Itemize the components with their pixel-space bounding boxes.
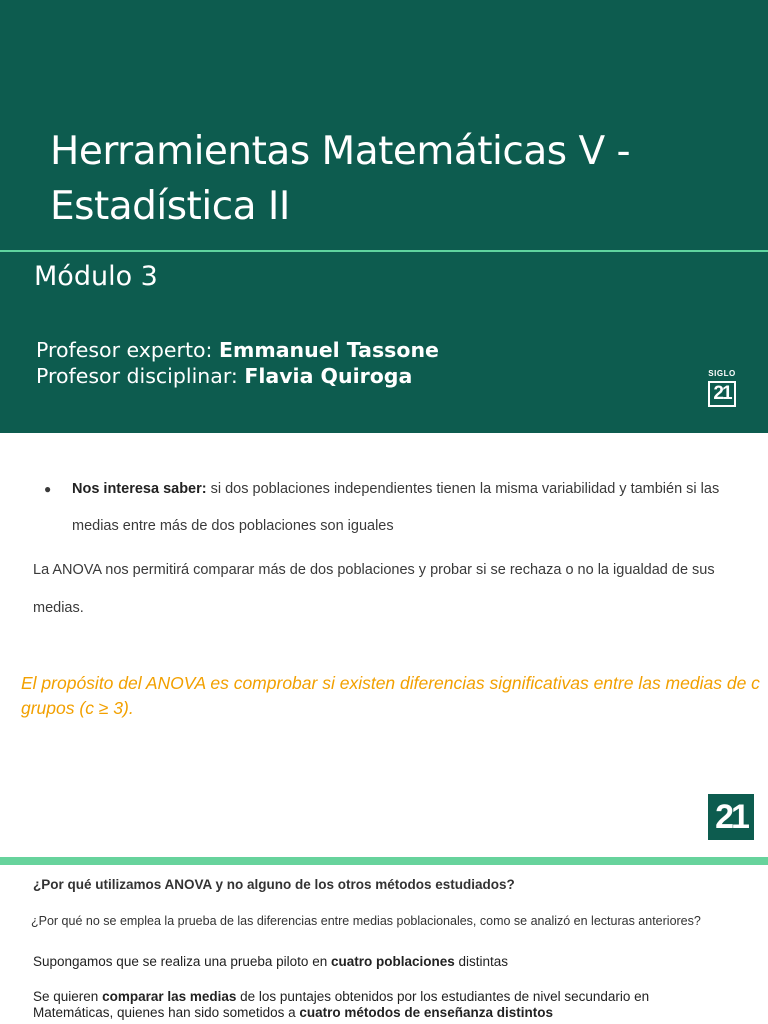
anova-paragraph: La ANOVA nos permitirá comparar más de dos poblaciones y probar si se rechaza o no la igualdad de sus medias. bbox=[33, 562, 715, 616]
expert-professor-name: Emmanuel Tassone bbox=[218, 338, 439, 362]
slide-divider bbox=[0, 857, 768, 865]
course-title-line-1: Herramientas Matemáticas V - bbox=[50, 129, 631, 174]
expert-professor bbox=[36, 337, 439, 363]
pilot-test-a: Supongamos que se realiza una prueba piloto en bbox=[33, 954, 331, 969]
course-title-line-2: Estadística II bbox=[50, 184, 290, 229]
question-why-not-difference-test: ¿Por qué no se emplea la prueba de las diferencias entre medias poblacionales, como se analizó en lecturas anteriores? bbox=[31, 914, 701, 928]
disciplinary-professor bbox=[36, 363, 412, 389]
logo-mark: 21 bbox=[708, 381, 736, 407]
question-why-anova: ¿Por qué utilizamos ANOVA y no alguno de los otros métodos estudiados? bbox=[33, 877, 515, 892]
compare-means-a: Se quieren bbox=[33, 989, 103, 1004]
siglo21-logo-large: 21 bbox=[708, 794, 754, 840]
bullet-bold-lead: Nos interesa saber: bbox=[72, 481, 207, 497]
course-title bbox=[50, 124, 750, 234]
siglo21-logo bbox=[706, 369, 738, 411]
teaching-methods-bold: cuatro métodos de enseñanza distintos bbox=[299, 1005, 553, 1020]
disciplinary-professor-name: Flavia Quiroga bbox=[244, 364, 413, 388]
logo-siglo-text: SIGLO bbox=[708, 369, 736, 378]
bullet-item bbox=[44, 471, 744, 545]
anova-intro-slide bbox=[0, 433, 768, 857]
module-label: Módulo 3 bbox=[34, 261, 158, 292]
disciplinary-professor-label: Profesor disciplinar: bbox=[36, 364, 245, 388]
why-anova-slide bbox=[0, 865, 768, 1024]
compare-means-text bbox=[33, 989, 733, 1021]
bullet-icon: ● bbox=[44, 482, 52, 496]
bullet-text bbox=[72, 471, 744, 545]
bullet-body: si dos poblaciones independientes tienen la misma variabilidad y también si las medias entre más de dos poblaciones son iguales bbox=[72, 481, 720, 534]
anova-purpose: El propósito del ANOVA es comprobar si existen diferencias significativas entre las medias de c grupos (c ≥ 3). bbox=[21, 673, 760, 718]
pilot-test-bold: cuatro poblaciones bbox=[330, 954, 455, 969]
pilot-test-text bbox=[33, 953, 733, 970]
title-divider bbox=[0, 250, 768, 252]
expert-professor-label: Profesor experto: bbox=[36, 338, 219, 362]
title-slide bbox=[0, 0, 768, 433]
pilot-test-c: distintas bbox=[454, 954, 509, 969]
compare-means-bold: comparar las medias bbox=[102, 989, 237, 1004]
compare-means-c: de los puntajes obtenidos por los estudiantes de nivel secundario en Matemáticas, quienes han sido sometidos a bbox=[33, 989, 650, 1020]
